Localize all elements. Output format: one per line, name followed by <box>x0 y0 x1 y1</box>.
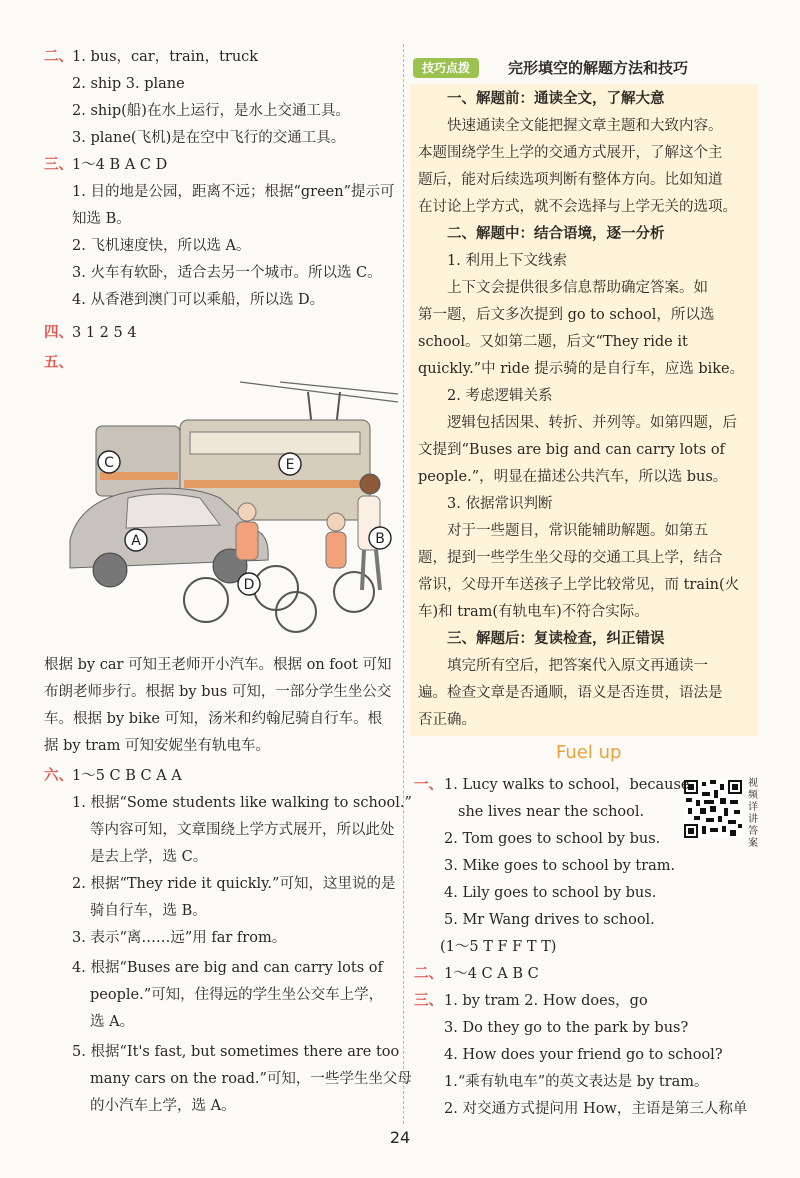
s3-line-4: 2. 飞机速度快，所以选 A。 <box>72 238 251 254</box>
tips-line-9: 逻辑包括因果、转折、并列等。如第四题，后 <box>447 415 737 431</box>
s5-para-2: 布朗老师步行。根据 by bus 可知，一部分学生坐公交 <box>44 684 392 700</box>
tips-line-18: 否正确。 <box>418 712 476 728</box>
fuel-s3-line-5: 2. 对交通方式提问用 How，主语是第三人称单 <box>444 1101 748 1117</box>
tips-line-11: people.”，明显在描述公共汽车，所以选 bus。 <box>418 469 728 485</box>
s6-line-3: 等内容可知，文章围绕上学方式展开，所以此处 <box>90 822 395 838</box>
s6-line-5: 2. 根据“They ride it quickly.”可知，这里说的是 <box>72 876 396 892</box>
label-d <box>238 573 260 595</box>
section-2-number: 二、 <box>44 48 73 65</box>
transport-illustration <box>40 380 398 642</box>
tips-line-3: 题后，能对后续选项判断有整体方向。比如知道 <box>418 172 723 188</box>
fuel-s1-line-5: 4. Lily goes to school by bus. <box>444 885 657 901</box>
fuel-s3-line-1: 1. by tram 2. How does，go <box>444 993 648 1009</box>
label-b <box>369 527 391 549</box>
qr-code-icon[interactable] <box>684 780 742 838</box>
tips-badge: 技巧点拨 <box>413 58 479 78</box>
tips-subheading-1: 1. 利用上下文线索 <box>447 253 567 269</box>
s6-line-6: 骑自行车，选 B。 <box>90 903 207 919</box>
label-c <box>98 451 120 473</box>
tips-line-13: 题，提到一些学生坐父母的交通工具上学，结合 <box>418 550 723 566</box>
svg-text:B: B <box>375 531 385 547</box>
s3-line-6: 4. 从香港到澳门可以乘船，所以选 D。 <box>72 292 325 308</box>
section-6-number: 六、 <box>44 767 73 784</box>
s3-line-1: 1～4 B A C D <box>72 157 168 173</box>
svg-text:A: A <box>131 533 141 549</box>
tips-line-6: 第一题，后文多次提到 go to school，所以选 <box>418 307 715 323</box>
tips-line-10: 文提到“Buses are big and can carry lots of <box>418 442 725 458</box>
s6-line-1: 1～5 C B C A A <box>72 768 182 784</box>
s6-line-13: 的小汽车上学，选 A。 <box>90 1098 236 1114</box>
s6-line-11: 5. 根据“It's fast, but sometimes there are too <box>72 1044 400 1060</box>
tips-line-1: 快速通读全文能把握文章主题和大致内容。 <box>447 118 723 134</box>
s5-para-4: 据 by tram 可知安妮坐有轨电车。 <box>44 738 270 754</box>
s6-line-12: many cars on the road.”可知，一些学生坐父母 <box>90 1071 412 1087</box>
tips-title: 完形填空的解题方法和技巧 <box>508 59 689 77</box>
tips-line-8: quickly.”中 ride 提示骑的是自行车，应选 bike。 <box>418 361 745 377</box>
s5-para-1: 根据 by car 可知王老师开小汽车。根据 on foot 可知 <box>44 657 392 673</box>
fuel-s3-line-4: 1.“乘有轨电车”的英文表达是 by tram。 <box>444 1074 709 1090</box>
tips-line-16: 填完所有空后，把答案代入原文再通读一 <box>447 658 708 674</box>
s3-line-5: 3. 火车有软卧，适合去另一个城市。所以选 C。 <box>72 265 382 281</box>
s3-line-3: 知选 B。 <box>72 211 131 227</box>
s6-line-9: people.”可知，住得远的学生坐公交车上学， <box>90 987 384 1003</box>
tips-heading-2: 二、解题中：结合语境，逐一分析 <box>447 225 665 242</box>
fuel-s1-line-3: 2. Tom goes to school by bus. <box>444 831 661 847</box>
label-e <box>279 453 301 475</box>
s6-line-7: 3. 表示“离……远”用 far from。 <box>72 930 287 946</box>
page-number: 24 <box>389 1128 411 1147</box>
tips-line-4: 在讨论上学方式，就不会选择与上学无关的选项。 <box>418 199 737 215</box>
s4-line-1: 3 1 2 5 4 <box>72 325 137 341</box>
fuel-s1-line-6: 5. Mr Wang drives to school. <box>444 912 655 928</box>
s2-line-4: 3. plane(飞机)是在空中飞行的交通工具。 <box>72 130 346 146</box>
fuel-s3-line-2: 3. Do they go to the park by bus? <box>444 1020 689 1036</box>
s2-line-1: 1. bus，car，train，truck <box>72 49 259 65</box>
s2-line-3: 2. ship(船)在水上运行，是水上交通工具。 <box>72 103 350 119</box>
s2-line-2: 2. ship 3. plane <box>72 76 185 92</box>
section-5-number: 五、 <box>44 354 73 371</box>
tips-line-14: 常识，父母开车送孩子上学比较常见，而 train(火 <box>418 577 740 593</box>
qr-caption: 视频详讲答案 <box>748 778 758 849</box>
tips-heading-1: 一、解题前：通读全文，了解大意 <box>447 90 665 107</box>
tips-line-12: 对于一些题目，常识能辅助解题。如第五 <box>447 523 708 539</box>
tips-subheading-2: 2. 考虑逻辑关系 <box>447 388 553 404</box>
svg-text:E: E <box>285 457 295 473</box>
s6-line-8: 4. 根据“Buses are big and can carry lots of <box>72 960 383 976</box>
section-4-number: 四、 <box>44 324 73 341</box>
tips-line-2: 本题围绕学生上学的交通方式展开，了解这个主 <box>418 145 723 161</box>
label-a <box>125 529 147 551</box>
fuel-section-2-number: 二、 <box>414 965 443 982</box>
fuel-s1-line-7: (1～5 T F F T T) <box>440 939 557 955</box>
fuel-s1-line-1: 1. Lucy walks to school，because <box>444 777 690 793</box>
s6-line-2: 1. 根据“Some students like walking to school.” <box>72 795 412 811</box>
s5-para-3: 车。根据 by bike 可知，汤米和约翰尼骑自行车。根 <box>44 711 383 727</box>
tips-line-17: 遍。检查文章是否通顺，语义是否连贯，语法是 <box>418 685 723 701</box>
fuel-s2-line-1: 1～4 C A B C <box>444 966 539 982</box>
tips-line-15: 车)和 tram(有轨电车)不符合实际。 <box>418 604 649 620</box>
s3-line-2: 1. 目的地是公园，距离不远；根据“green”提示可 <box>72 184 395 200</box>
fuel-s1-line-4: 3. Mike goes to school by tram. <box>444 858 676 874</box>
tips-heading-3: 三、解题后：复读检查，纠正错误 <box>447 630 665 647</box>
fuel-s3-line-3: 4. How does your friend go to school? <box>444 1047 723 1063</box>
svg-text:D: D <box>243 577 255 593</box>
section-3-number: 三、 <box>44 156 73 173</box>
tips-subheading-3: 3. 依据常识判断 <box>447 496 553 512</box>
fuel-section-1-number: 一、 <box>414 776 443 793</box>
tips-line-7: school。又如第二题，后文“They ride it <box>418 334 688 350</box>
s6-line-10: 选 A。 <box>90 1014 135 1030</box>
fuel-s1-line-2: she lives near the school. <box>458 804 645 820</box>
column-divider <box>403 44 404 1124</box>
s6-line-4: 是去上学，选 C。 <box>90 849 208 865</box>
fuel-up-heading: Fuel up <box>556 742 622 763</box>
tips-line-5: 上下文会提供很多信息帮助确定答案。如 <box>447 280 708 296</box>
fuel-section-3-number: 三、 <box>414 992 443 1009</box>
svg-text:C: C <box>104 455 114 471</box>
